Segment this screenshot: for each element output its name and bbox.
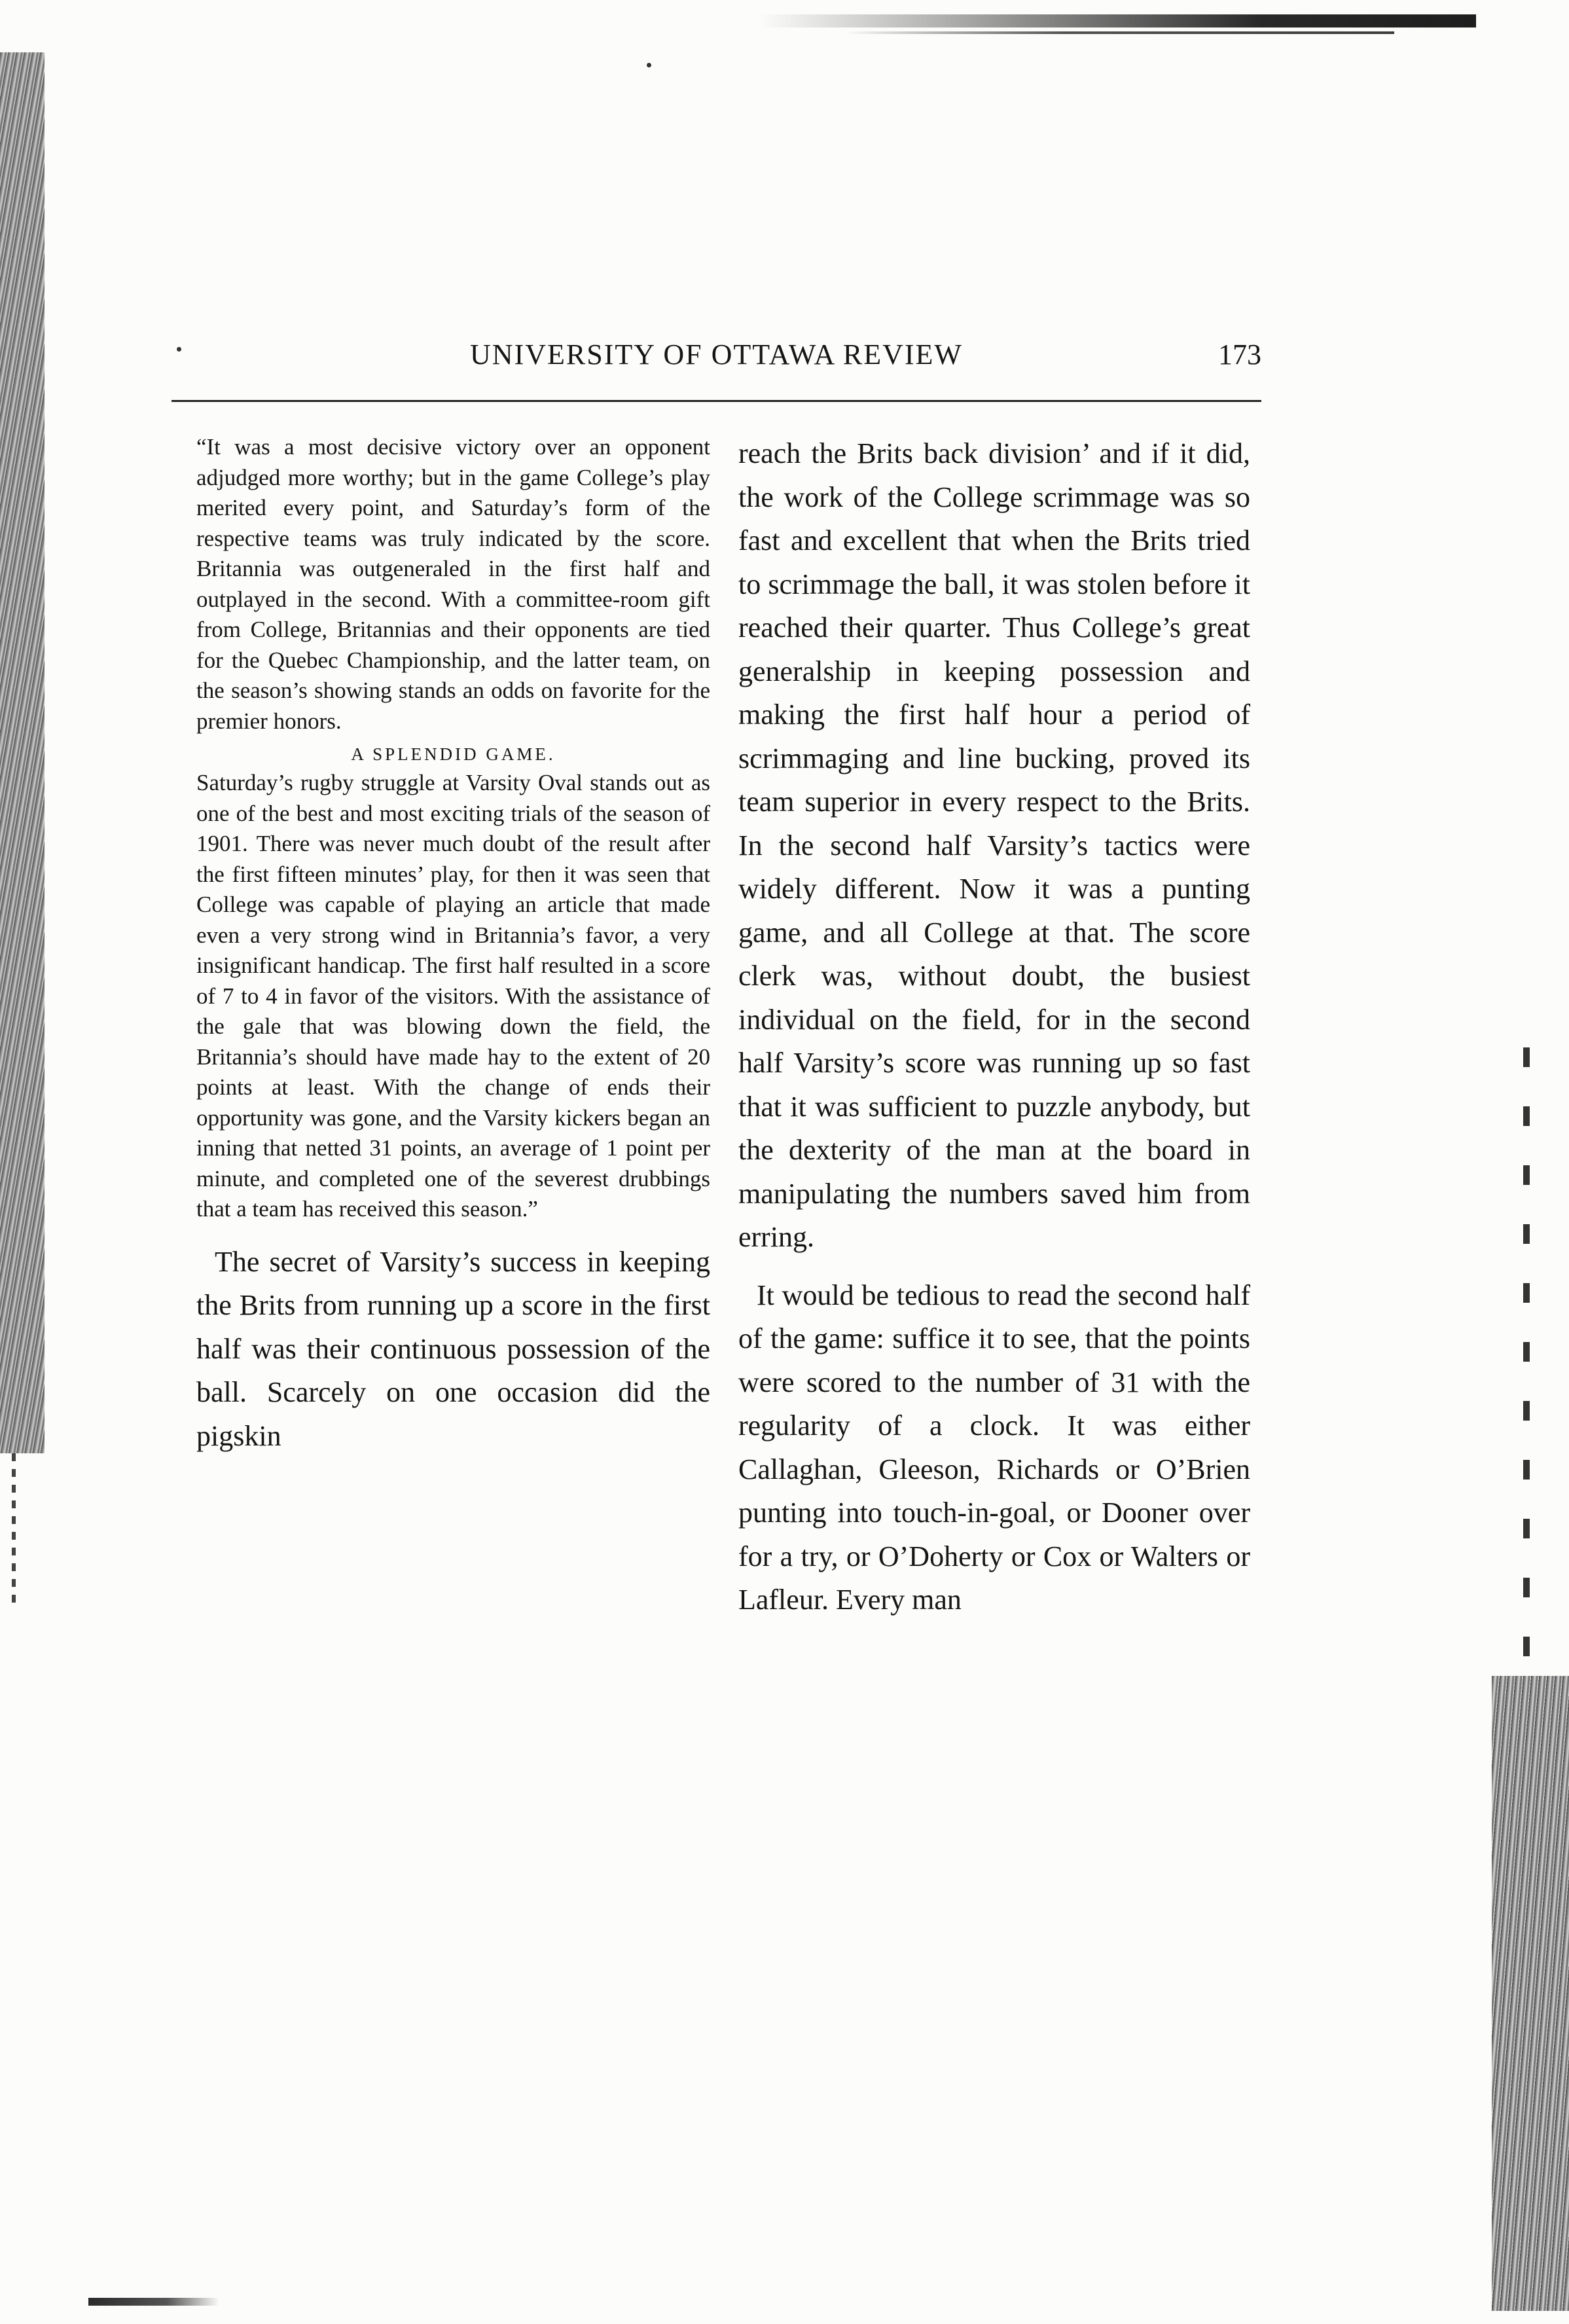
quote-paragraph: “It was a most decisive victory over an opponent adjudged more worthy; but in the game College’s play merited every point, and Saturday’s form of the respective teams was truly indicated by the score. Britannia was outgeneraled in the first half and outplayed in the second. With a committee-room gift from College, Britannias and their opponents are tied for the Quebec Championship, and the latter team, on the season’s showing stands an odds on favorite for the premier honors. [196,434,710,734]
quote-paragraph: Saturday’s rugby struggle at Varsity Oval stands out as one of the best and most exciting trials of the season of 1901. There was never much doubt of the result after the first fifteen minutes’ play, for then it was seen that College was capable of playing an article that made even a very strong wind in Britannia’s favor, a very insignificant handicap. The first half resulted in a score of 7 to 4 in favor of the visitors. With the assistance of the gale that was blowing down the field, the Britannia’s should have made hay to the extent of 20 points at least. With the change of ends their opportunity was gone, and the Varsity kickers began an inning that netted 31 points, an average of 1 point per minute, and completed one of the severest drubbings that a team has received this season.” [196,770,710,1222]
running-head [171,334,1261,380]
scan-marks-right [1523,1047,1530,1676]
left-column [196,432,710,1458]
scan-edge-left [0,52,45,1453]
subheading: A SPLENDID GAME. [351,744,556,764]
scan-edge-left-tail [12,1453,16,1610]
body-paragraph: It would be tedious to read the second half of the game: suffice it to see, that the points were scored to the number of 31 with the regularity of a clock. It was either Callaghan, Gleeson, Richards or O’Brien punting into touch-in-goal, or Dooner over for a try, or O’Doherty or Cox or Walters or Lafleur. Every man [738,1279,1250,1616]
body-paragraph: The secret of Varsity’s success in keeping the Brits from running up a score in the first half was their continuous possession of the ball. Scarcely on one occasion did the pigskin [196,1245,710,1452]
page-number: 173 [1218,338,1261,371]
scan-edge-top-thin [844,31,1394,34]
scan-speck [647,63,651,67]
body-paragraph: reach the Brits back division’ and if it did, the work of the College scrimmage was so fast and excellent that when the Brits tried to scrimmage the ball, it was stolen before it reached their quarter. Thus College’s great generalship in keeping possession and making the first half hour a period of scrimmaging and line bucking, proved its team superior in every respect to the Brits. In the second half Varsity’s tactics were widely different. Now it was a punting game, and all College at that. The score clerk was, without doubt, the busiest individual on the field, for in the second half Varsity’s score was running up so fast that it was sufficient to puzzle anybody, but the dexterity of the man at the board in manipulating the numbers saved him from erring. [738,437,1250,1253]
scan-edge-bottom [88,2298,219,2306]
running-title: UNIVERSITY OF OTTAWA REVIEW [470,338,963,371]
right-column [738,432,1250,1622]
header-rule [171,400,1261,402]
scan-edge-top [759,14,1476,27]
scan-edge-right [1492,1676,1569,2311]
